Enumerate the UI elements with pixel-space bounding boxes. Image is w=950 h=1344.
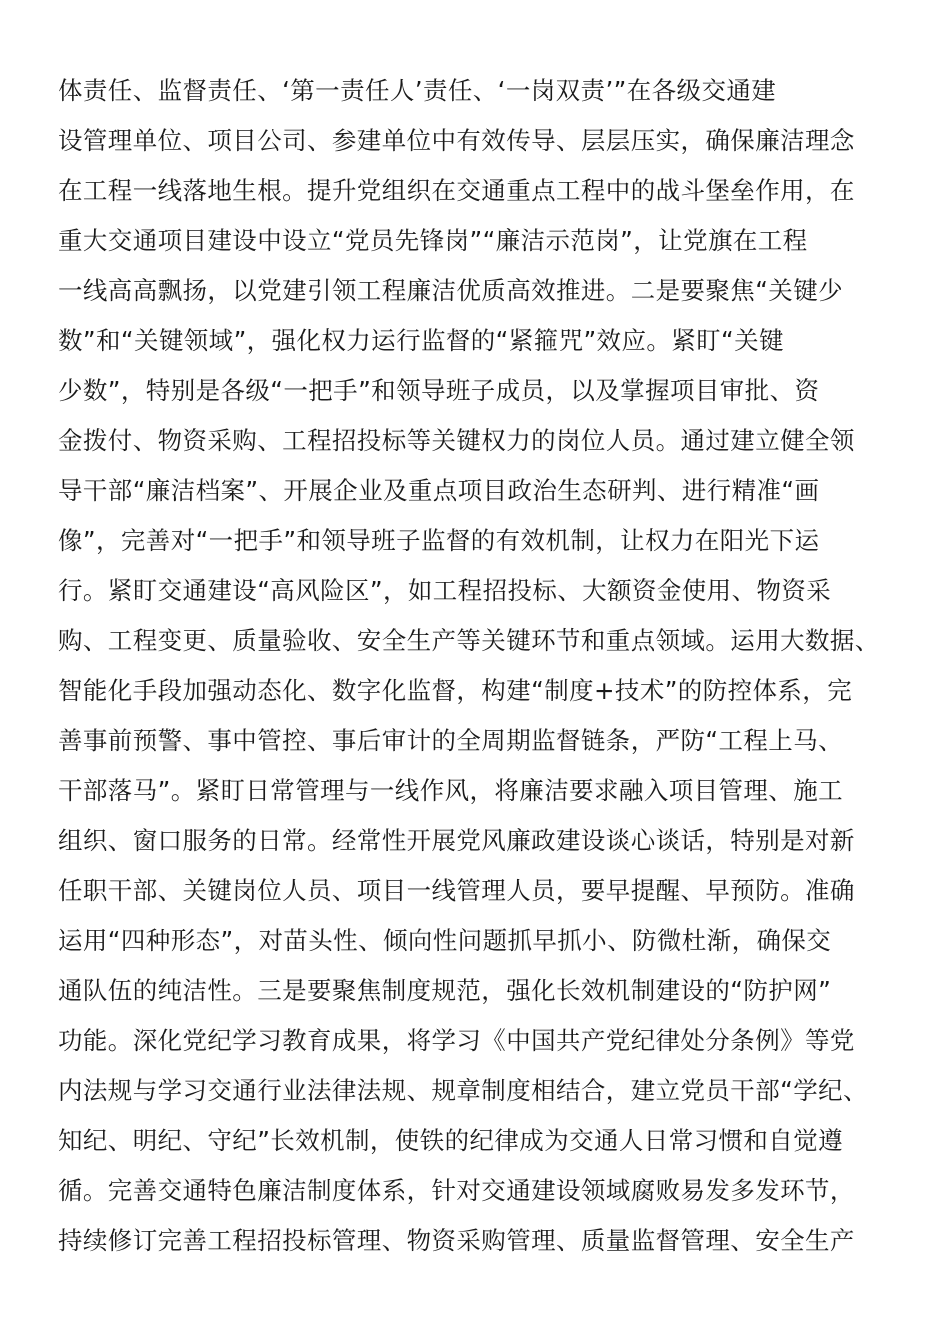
- text-line: 循。完善交通特色廉洁制度体系，针对交通建设领域腐败易发多发环节，: [58, 1176, 855, 1205]
- text-line: 数”和“关键领域”，强化权力运行监督的“紧箍咒”效应。紧盯“关键: [58, 326, 784, 355]
- text-line: 重大交通项目建设中设立“党员先锋岗”“廉洁示范岗”，让党旗在工程: [58, 226, 808, 255]
- text-line: 导干部“廉洁档案”、开展企业及重点项目政治生态研判、进行精准“画: [58, 476, 820, 505]
- text-line: 干部落马”。紧盯日常管理与一线作风，将廉洁要求融入项目管理、施工: [58, 776, 843, 805]
- text-line: 一线高高飘扬，以党建引领工程廉洁优质高效推进。二是要聚焦“关键少: [58, 276, 843, 305]
- text-line: 智能化手段加强动态化、数字化监督，构建“制度+技术”的防控体系，完: [58, 676, 853, 705]
- text-line: 金拨付、物资采购、工程招投标等关键权力的岗位人员。通过建立健全领: [58, 426, 855, 455]
- text-line: 功能。深化党纪学习教育成果，将学习《中国共产党纪律处分条例》等党: [58, 1026, 855, 1055]
- text-line: 像”，完善对“一把手”和领导班子监督的有效机制，让权力在阳光下运: [58, 526, 820, 555]
- text-line: 任职干部、关键岗位人员、项目一线管理人员，要早提醒、早预防。准确: [58, 876, 855, 905]
- text-line: 设管理单位、项目公司、参建单位中有效传导、层层压实，确保廉洁理念: [58, 126, 855, 155]
- text-line: 通队伍的纯洁性。三是要聚焦制度规范，强化长效机制建设的“防护网”: [58, 976, 832, 1005]
- text-line: 体责任、监督责任、‘第一责任人’责任、‘一岗双责’”在各级交通建: [58, 76, 777, 105]
- text-line: 运用“四种形态”，对苗头性、倾向性问题抓早抓小、防微杜渐，确保交: [58, 926, 832, 955]
- text-line: 行。紧盯交通建设“高风险区”，如工程招投标、大额资金使用、物资采: [58, 576, 832, 605]
- body-paragraph: [58, 66, 898, 1266]
- text-line: 购、工程变更、质量验收、安全生产等关键环节和重点领域。运用大数据、: [58, 626, 880, 655]
- text-line: 知纪、明纪、守纪”长效机制，使铁的纪律成为交通人日常习惯和自觉遵: [58, 1126, 843, 1155]
- text-line: 少数”，特别是各级“一把手”和领导班子成员，以及掌握项目审批、资: [58, 376, 820, 405]
- text-line: 善事前预警、事中管控、事后审计的全周期监督链条，严防“工程上马、: [58, 726, 843, 755]
- text-line: 在工程一线落地生根。提升党组织在交通重点工程中的战斗堡垒作用，在: [58, 176, 855, 205]
- text-line: 内法规与学习交通行业法律法规、规章制度相结合，建立党员干部“学纪、: [58, 1076, 868, 1105]
- text-line: 组织、窗口服务的日常。经常性开展党风廉政建设谈心谈话，特别是对新: [58, 826, 855, 855]
- text-line: 持续修订完善工程招投标管理、物资采购管理、质量监督管理、安全生产: [58, 1226, 855, 1255]
